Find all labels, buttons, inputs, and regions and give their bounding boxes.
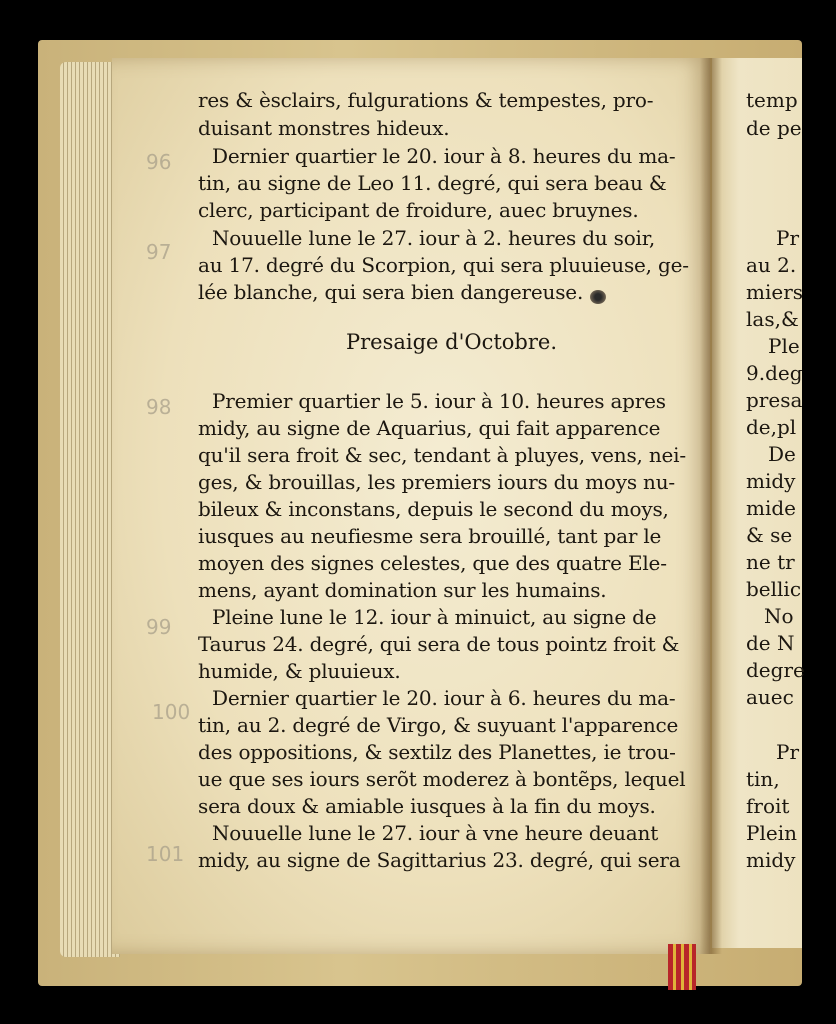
text-line: Pleine lune le 12. iour à minuict, au signe de xyxy=(212,605,657,629)
text-line: Premier quartier le 5. iour à 10. heures apres xyxy=(212,389,666,413)
margin-number: 98 xyxy=(146,395,172,419)
text-line: lée blanche, qui sera bien dangereuse. xyxy=(198,280,584,304)
bookmark-ribbon xyxy=(668,944,696,990)
text-line: ue que ses iours serõt moderez à bontẽps, lequel xyxy=(198,767,686,791)
text-fragment: ne tr xyxy=(746,550,795,574)
page-edges xyxy=(60,62,120,957)
text-fragment: No xyxy=(764,604,794,628)
text-line: mens, ayant domination sur les humains. xyxy=(198,578,607,602)
text-fragment: temp xyxy=(746,88,798,112)
margin-number: 96 xyxy=(146,150,172,174)
text-line: Nouuelle lune le 27. iour à 2. heures du soir, xyxy=(212,226,656,250)
text-fragment: presa xyxy=(746,388,803,412)
text-line: au 17. degré du Scorpion, qui sera pluuieuse, ge- xyxy=(198,253,689,277)
text-line: res & èsclairs, fulgurations & tempestes, pro- xyxy=(198,88,654,112)
text-fragment: auec xyxy=(746,685,794,709)
text-line: sera doux & amiable iusques à la fin du moys. xyxy=(198,794,656,818)
margin-number: 101 xyxy=(146,842,185,866)
text-line: Taurus 24. degré, qui sera de tous pointz froit & xyxy=(198,632,680,656)
text-fragment: de,pl xyxy=(746,415,797,439)
text-line: bileux & inconstans, depuis le second du moys, xyxy=(198,497,669,521)
text-fragment: de pe xyxy=(746,116,802,140)
text-line: ges, & brouillas, les premiers iours du moys nu- xyxy=(198,470,675,494)
text-fragment: mide xyxy=(746,496,796,520)
text-line: humide, & pluuieux. xyxy=(198,659,401,683)
text-fragment: & se xyxy=(746,523,793,547)
text-line: iusques au neufiesme sera brouillé, tant par le xyxy=(198,524,662,548)
text-fragment: miers xyxy=(746,280,804,304)
text-fragment: De xyxy=(768,442,796,466)
text-fragment: midy xyxy=(746,848,796,872)
text-fragment: au 2. xyxy=(746,253,797,277)
text-fragment: 9.deg xyxy=(746,361,803,385)
text-line: clerc, participant de froidure, auec bruynes. xyxy=(198,198,639,222)
text-line: duisant monstres hideux. xyxy=(198,116,450,140)
section-heading: Presaige d'Octobre. xyxy=(346,330,558,354)
text-line: qu'il sera froit & sec, tendant à pluyes, vens, nei- xyxy=(198,443,686,467)
text-line: Nouuelle lune le 27. iour à vne heure deuant xyxy=(212,821,659,845)
text-fragment: froit xyxy=(746,794,790,818)
text-line: Dernier quartier le 20. iour à 6. heures du ma- xyxy=(212,686,676,710)
text-line: Dernier quartier le 20. iour à 8. heures du ma- xyxy=(212,144,676,168)
text-fragment: degre xyxy=(746,658,805,682)
text-fragment: Pr xyxy=(776,226,800,250)
text-fragment: las,& xyxy=(746,307,799,331)
margin-number: 100 xyxy=(152,700,191,724)
text-line: moyen des signes celestes, que des quatre Ele- xyxy=(198,551,667,575)
text-fragment: bellic xyxy=(746,577,802,601)
book-gutter xyxy=(700,58,722,954)
text-line: tin, au 2. degré de Virgo, & suyuant l'apparence xyxy=(198,713,679,737)
text-fragment: de N xyxy=(746,631,795,655)
text-fragment: Plein xyxy=(746,821,797,845)
paper-hole xyxy=(590,290,606,304)
text-fragment: tin, xyxy=(746,767,780,791)
text-line: tin, au signe de Leo 11. degré, qui sera beau & xyxy=(198,171,667,195)
text-line: midy, au signe de Sagittarius 23. degré, qui sera xyxy=(198,848,681,872)
text-fragment: midy xyxy=(746,469,796,493)
text-line: midy, au signe de Aquarius, qui fait apparence xyxy=(198,416,661,440)
text-fragment: Pr xyxy=(776,740,800,764)
text-fragment: Ple xyxy=(768,334,800,358)
margin-number: 97 xyxy=(146,240,172,264)
text-line: des oppositions, & sextilz des Planettes, ie trou- xyxy=(198,740,676,764)
margin-number: 99 xyxy=(146,615,172,639)
